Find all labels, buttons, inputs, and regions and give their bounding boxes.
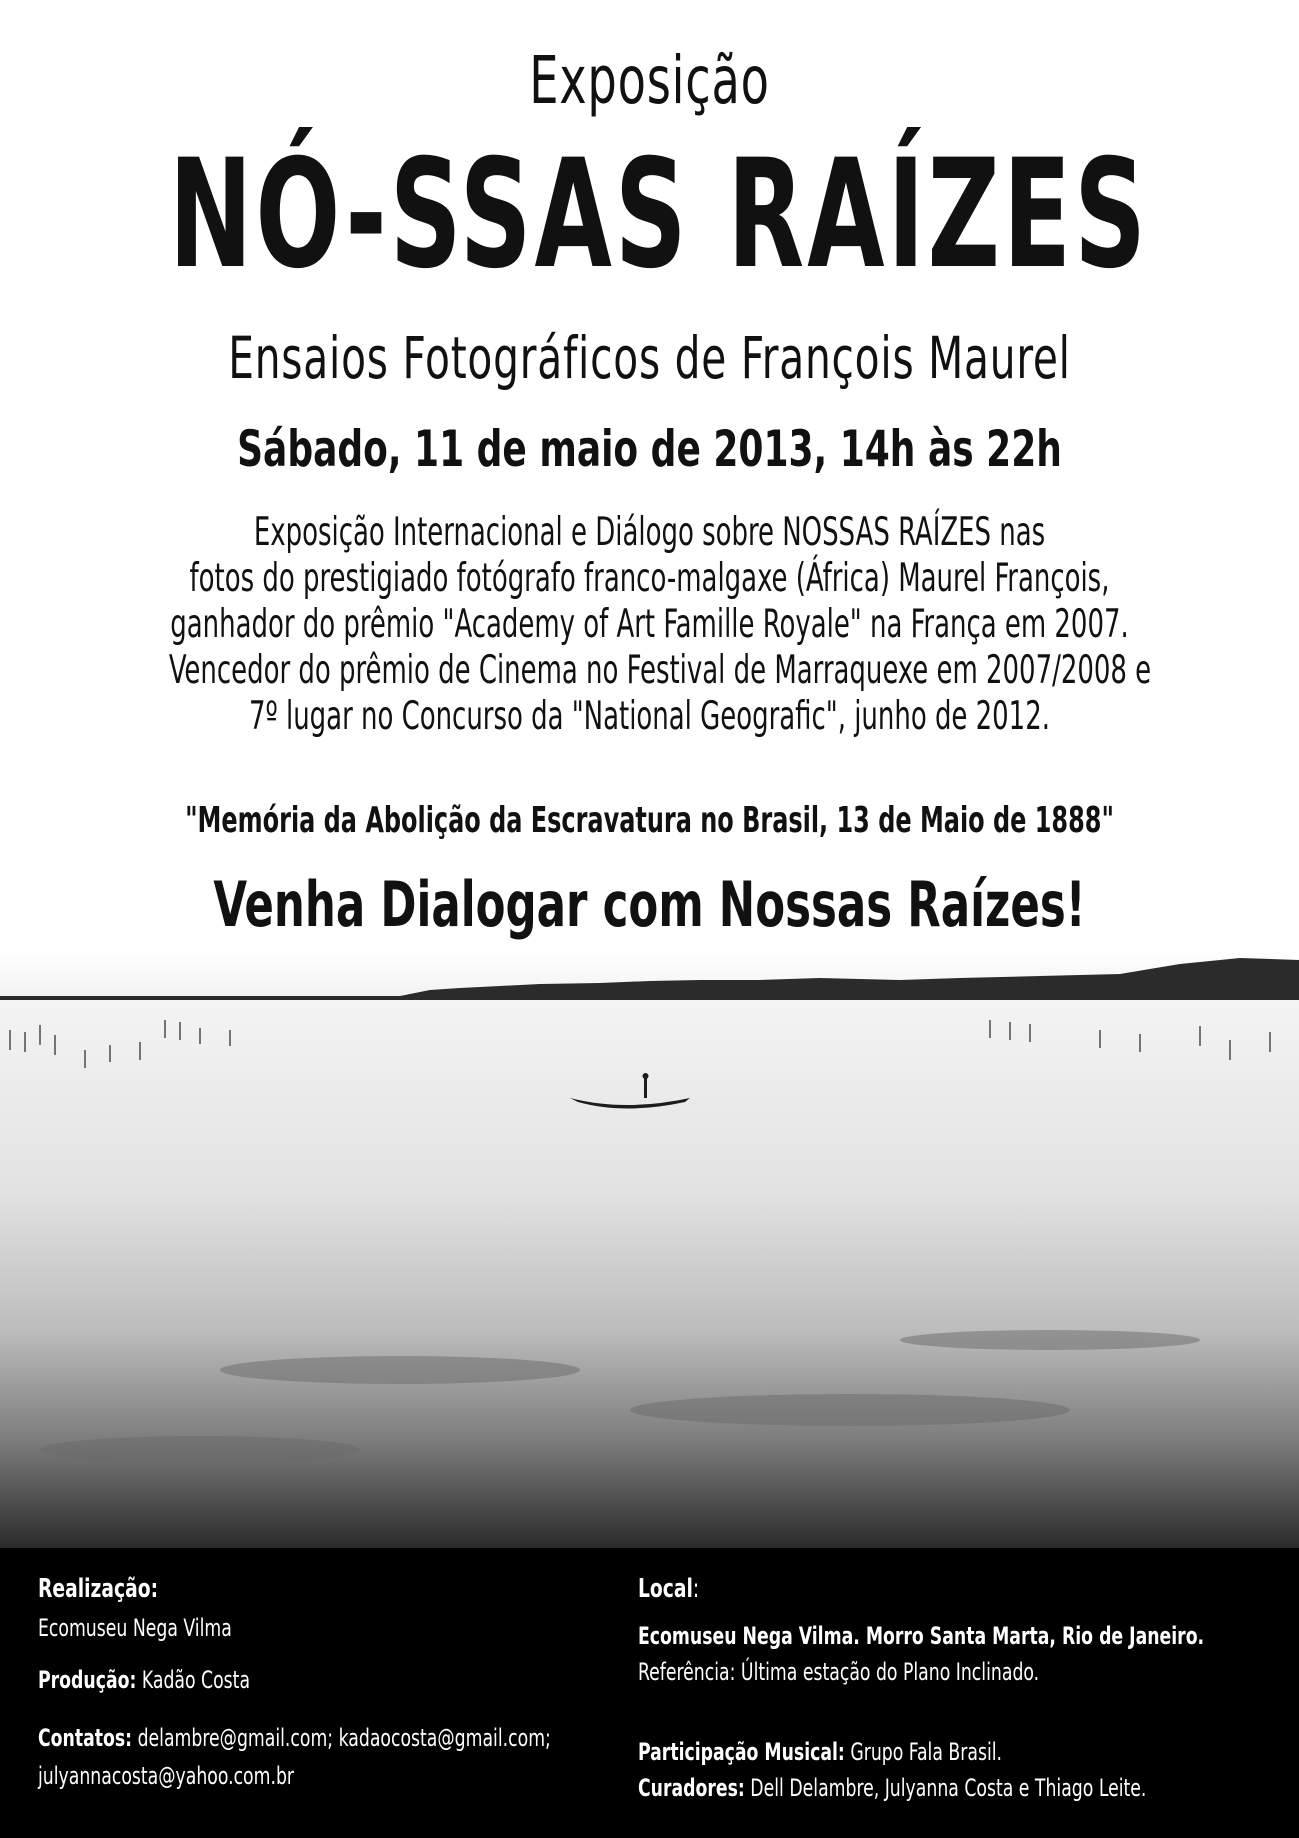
description-line: ganhador do prêmio "Academy of Art Famille Royale" na França em 2007.	[170, 602, 1129, 647]
local-label: Local	[638, 1574, 693, 1604]
description-line: fotos do prestigiado fotógrafo franco-malgaxe (África) Maurel François,	[189, 556, 1110, 601]
description-line: Vencedor do prêmio de Cinema no Festival de Marraquexe em 2007/2008 e	[168, 648, 1152, 693]
poster-title: NÓ-SSAS RAÍZES	[168, 128, 1149, 302]
abolition-quote: "Memória da Abolição da Escravatura no Brasil, 13 de Maio de 1888"	[185, 800, 1114, 841]
contatos-email-2: julyannacosta@yahoo.com.br	[38, 1762, 295, 1790]
musical-value: Grupo Fala Brasil.	[844, 1738, 1003, 1766]
realizacao-value: Ecomuseu Nega Vilma	[38, 1614, 232, 1642]
curadores-label: Curadores:	[638, 1774, 745, 1802]
local-referencia: Referência: Última estação do Plano Inclinado.	[638, 1658, 1040, 1686]
local-value: Ecomuseu Nega Vilma. Morro Santa Marta, Rio de Janeiro.	[638, 1622, 1205, 1650]
description	[168, 510, 1152, 740]
contatos-emails: delambre@gmail.com; kadaocosta@gmail.com;	[132, 1724, 551, 1752]
producao-value: Kadão Costa	[136, 1666, 251, 1694]
producao-label: Produção:	[38, 1666, 137, 1694]
exposicao-label: Exposição	[529, 42, 770, 119]
local-colon: :	[692, 1574, 700, 1604]
poster-subtitle: Ensaios Fotográficos de François Maurel	[228, 324, 1071, 392]
lake-photo	[0, 950, 1299, 1550]
contatos-label: Contatos:	[38, 1724, 133, 1752]
realizacao-label: Realização:	[38, 1574, 159, 1604]
event-date: Sábado, 11 de maio de 2013, 14h às 22h	[237, 420, 1062, 478]
call-to-action: Venha Dialogar com Nossas Raízes!	[213, 868, 1086, 941]
description-line: Exposição Internacional e Diálogo sobre NOSSAS RAÍZES nas	[253, 510, 1046, 555]
description-line: 7º lugar no Concurso da "National Geografic", junho de 2012.	[249, 694, 1050, 739]
footer-panel	[0, 1548, 1299, 1838]
curadores-value: Dell Delambre, Julyanna Costa e Thiago Leite.	[744, 1774, 1147, 1802]
musical-label: Participação Musical:	[638, 1738, 845, 1766]
